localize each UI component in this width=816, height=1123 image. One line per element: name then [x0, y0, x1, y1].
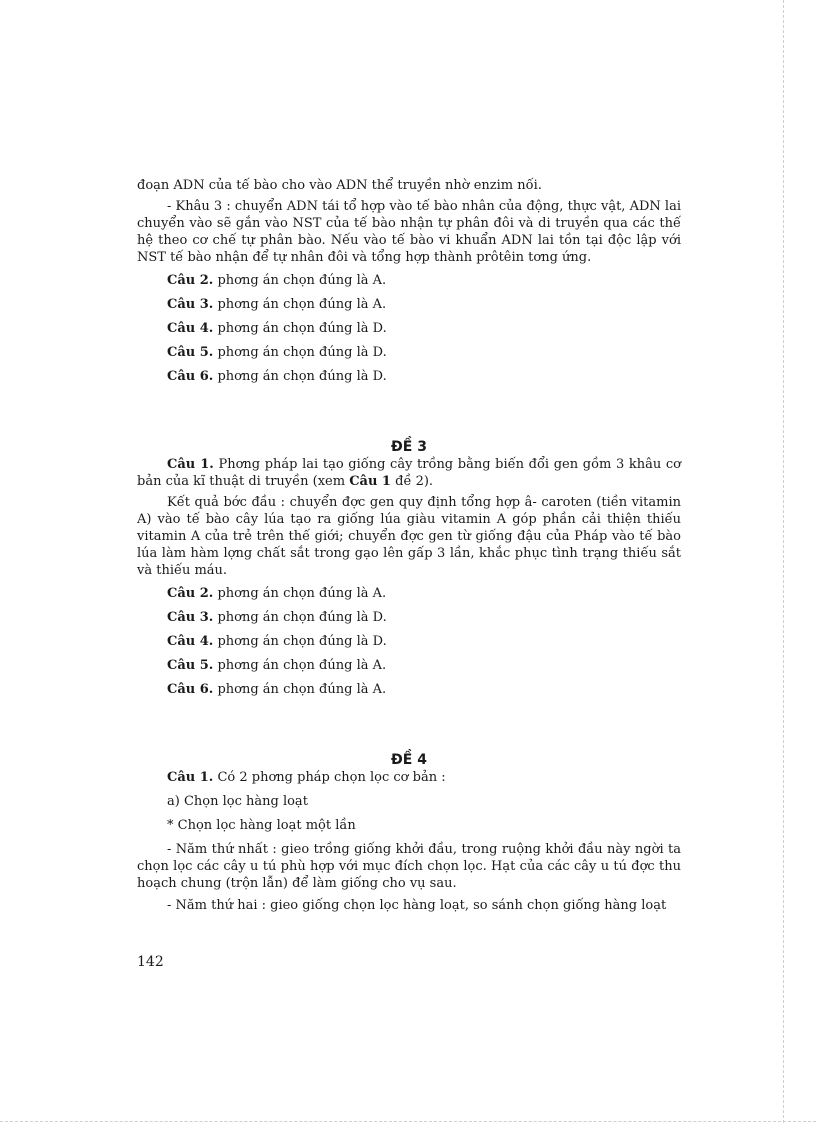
answer-line [167, 272, 681, 296]
answer-text: phơng án chọn đúng là D. [213, 321, 387, 336]
section-heading-de3: ĐỀ 3 [391, 439, 427, 455]
page-bottom-line [0, 1121, 816, 1122]
answer-line [167, 609, 681, 633]
question-label: Câu 6. [167, 369, 214, 384]
document-body [137, 177, 681, 914]
answer-line [167, 633, 681, 657]
answer-text: phơng án chọn đúng là A. [213, 658, 387, 673]
answer-text: phơng án chọn đúng là A. [213, 682, 387, 697]
paragraph: - Năm thứ hai : gieo giống chọn lọc hàng loạt, so sánh chọn giống hàng loạt [167, 898, 667, 913]
paragraph: Câu 1. Phơng pháp lai tạo giống cây trồng bằng biến đổi gen gồm 3 khâu cơ bản của kĩ thuật di truyền (xem Câu 1 đề 2). [137, 457, 681, 489]
question-label: Câu 5. [167, 658, 214, 673]
question-line [167, 769, 681, 793]
answer-line [167, 368, 681, 392]
question-label: Câu 4. [167, 634, 214, 649]
question-label: Câu 4. [167, 321, 214, 336]
answer-text: phơng án chọn đúng là A. [213, 586, 387, 601]
answer-line [167, 320, 681, 344]
question-label: Câu 3. [167, 610, 214, 625]
question-text: Có 2 phơng pháp chọn lọc cơ bản : [213, 770, 446, 785]
paragraph: - Năm thứ nhất : gieo trồng giống khởi đầu, trong ruộng khởi đầu này ngời ta chọn lọc các cây u tú phù hợp với mục đích chọn lọc. Hạt của các cây u tú đợc thu hoạch chung (trộn lẫn) để làm giống cho vụ sau. [137, 842, 681, 891]
question-label: Câu 1. [167, 770, 214, 785]
section-heading-de4: ĐỀ 4 [391, 752, 427, 768]
answer-line [167, 296, 681, 320]
answer-text: phơng án chọn đúng là A. [213, 273, 387, 288]
list-item: * Chọn lọc hàng loạt một lần [167, 818, 356, 833]
answer-text: phơng án chọn đúng là D. [213, 634, 387, 649]
question-label: Câu 3. [167, 297, 214, 312]
question-label: Câu 2. [167, 586, 214, 601]
answer-text: phơng án chọn đúng là A. [213, 297, 387, 312]
question-label: Câu 6. [167, 682, 214, 697]
question-label: Câu 1. [167, 457, 214, 472]
question-label: Câu 2. [167, 273, 214, 288]
paragraph: Kết quả bớc đầu : chuyển đợc gen quy định tổng hợp â- caroten (tiền vitamin A) vào tế bào cây lúa tạo ra giống lúa giàu vitamin A góp phần cải thiện thiếu vitamin A của trẻ trên thế giới; chuyển đợc gen từ giống đậu của Pháp vào tế bào lúa làm hàm lợng chất sắt trong gạo lên gấp 3 lần, khắc phục tình trạng thiếu sắt và thiếu máu. [137, 495, 681, 578]
answer-line [167, 585, 681, 609]
question-reference: Câu 1 [349, 474, 391, 489]
answer-line [167, 657, 681, 681]
paragraph: đoạn ADN của tế bào cho vào ADN thể truyền nhờ enzim nối. [137, 178, 542, 193]
page-number: 142 [137, 954, 164, 970]
paragraph: - Khâu 3 : chuyển ADN tái tổ hợp vào tế bào nhân của động, thực vật, ADN lai chuyển vào sẽ gắn vào NST của tế bào nhận tự phân đôi và di truyền qua các thế hệ theo cơ chế tự phân bào. Nếu vào tế bào vi khuẩn ADN lai tồn tại độc lập với NST tế bào nhận để tự nhân đôi và tổng hợp thành prôtêin tơng ứng. [137, 199, 681, 265]
page-edge-line [783, 0, 784, 1123]
answer-text: phơng án chọn đúng là D. [213, 345, 387, 360]
list-item: a) Chọn lọc hàng loạt [167, 794, 308, 809]
answer-line [167, 681, 681, 705]
answer-line [167, 344, 681, 368]
question-label: Câu 5. [167, 345, 214, 360]
answer-text: phơng án chọn đúng là D. [213, 369, 387, 384]
answer-text: phơng án chọn đúng là D. [213, 610, 387, 625]
